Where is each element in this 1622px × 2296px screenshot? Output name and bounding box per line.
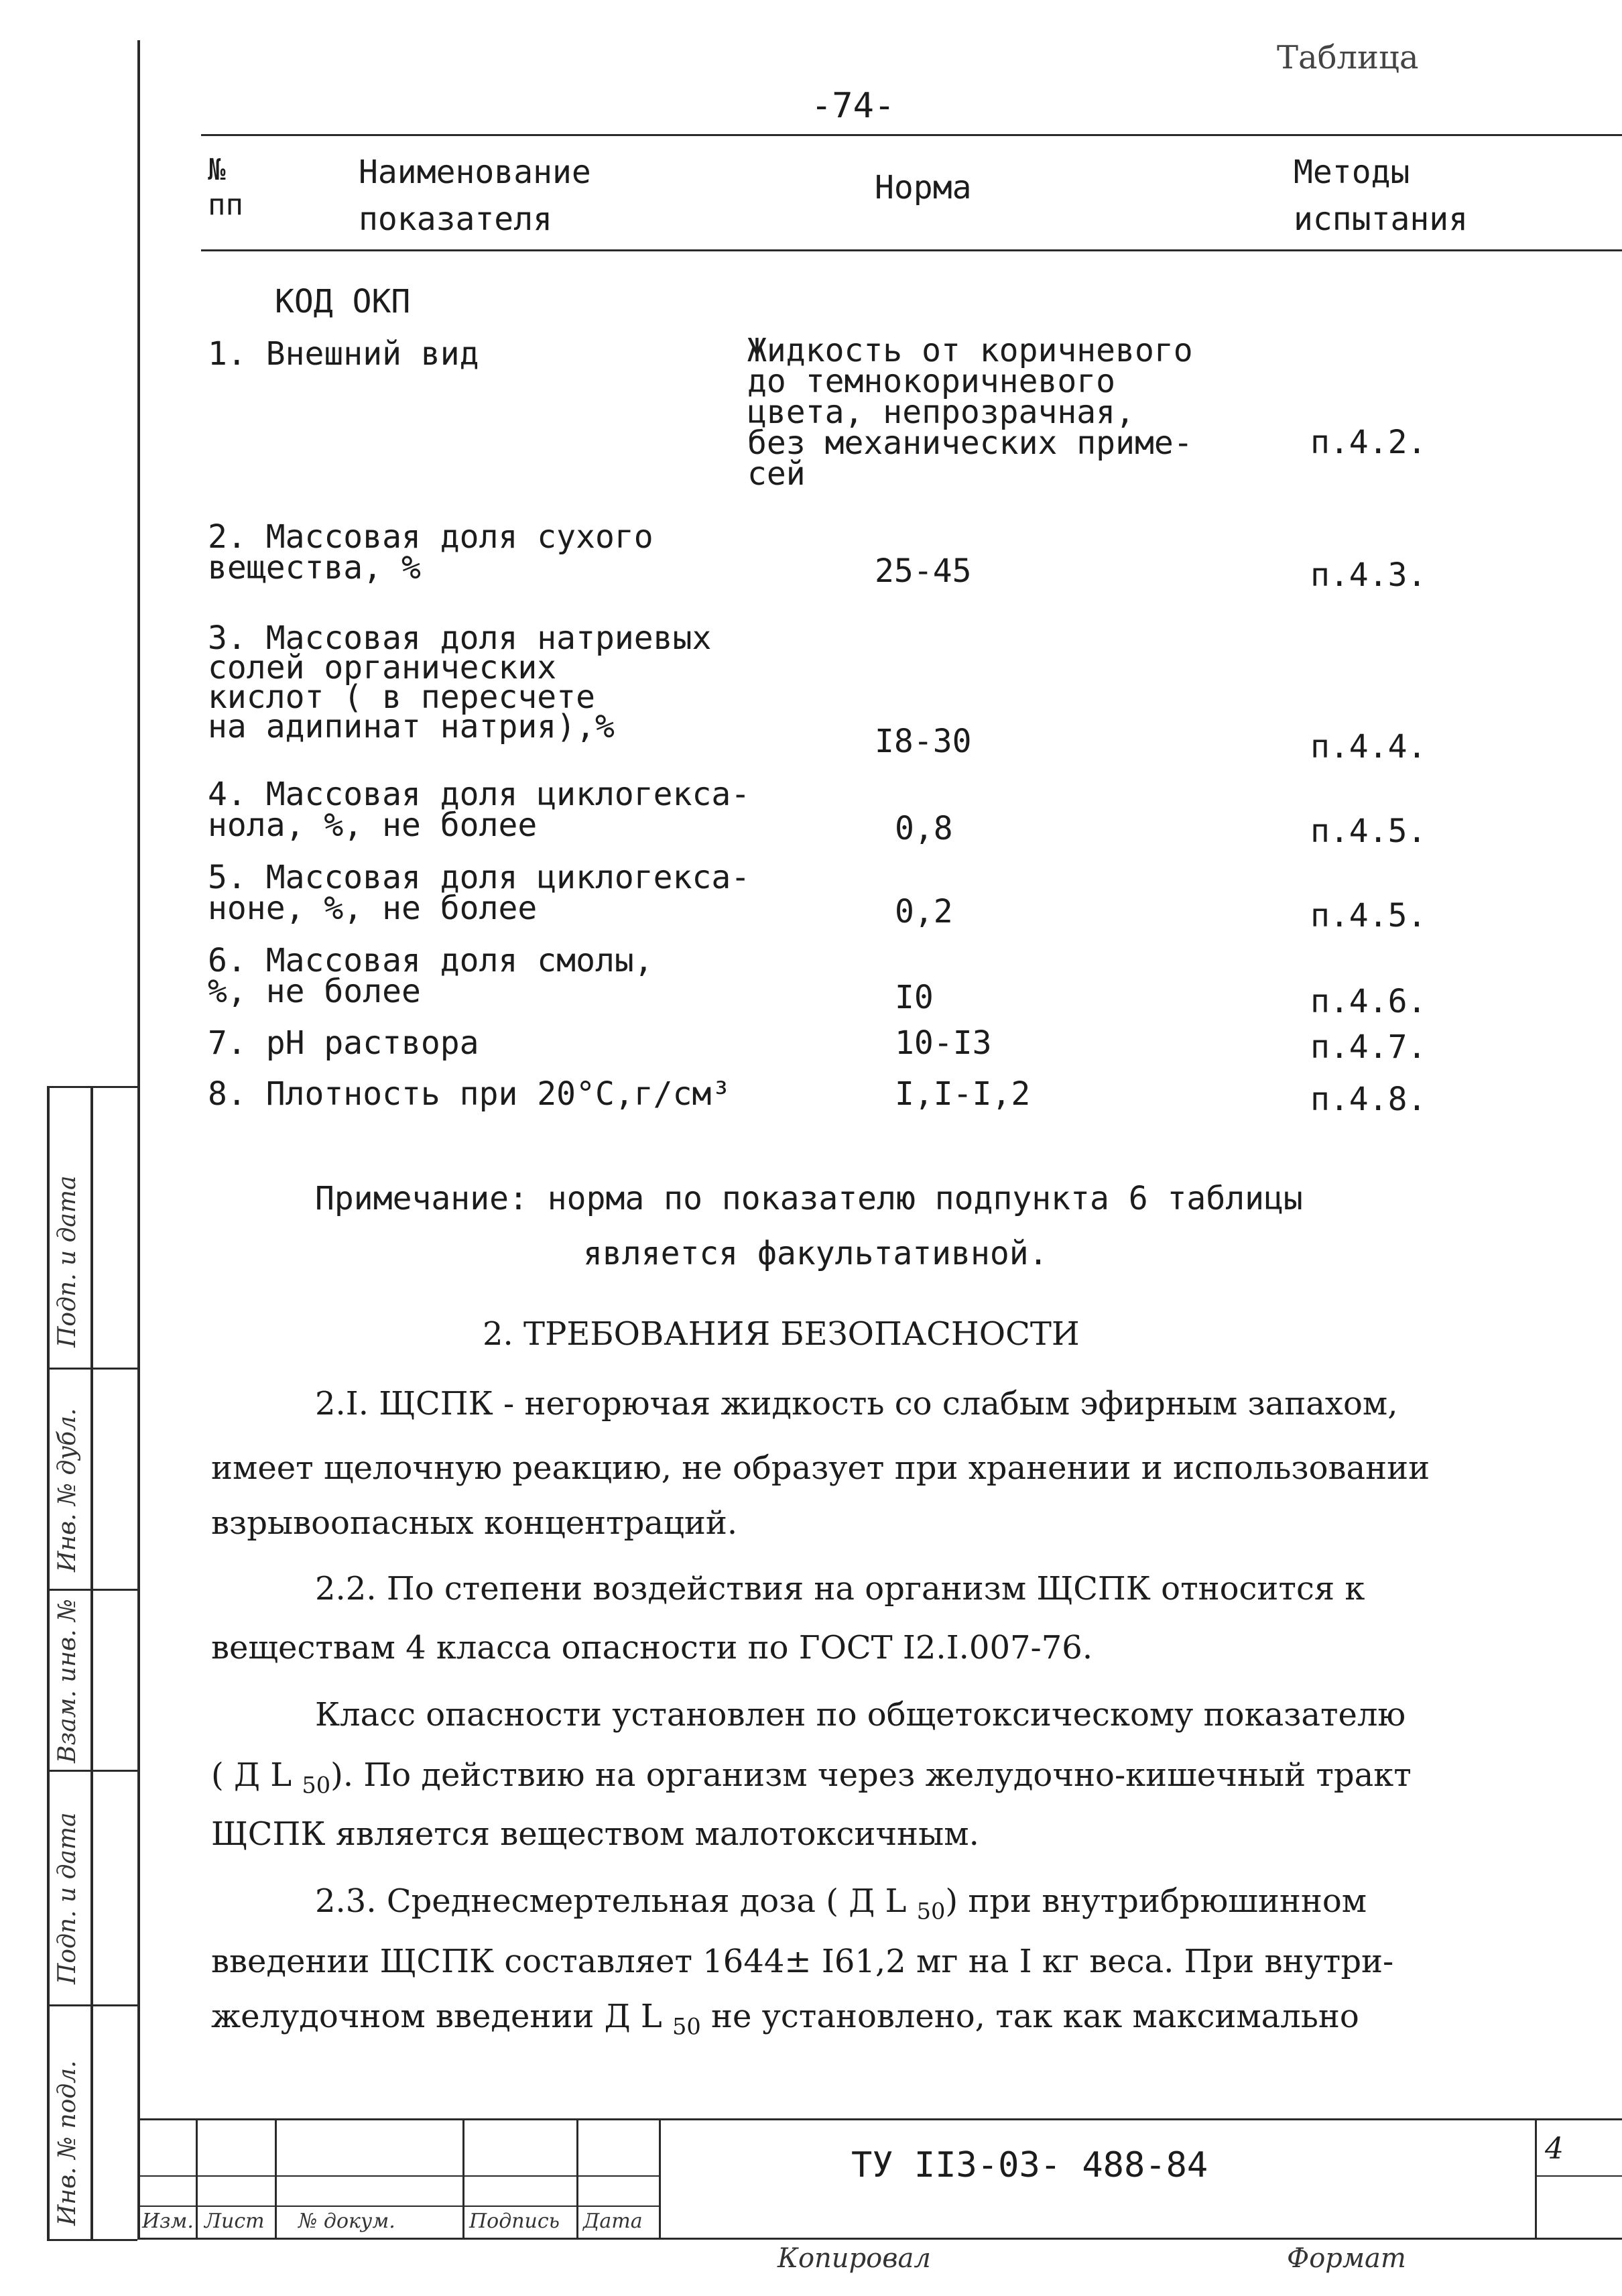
header-method: Методы испытания — [1294, 154, 1469, 238]
row-2-norm: 25-45 — [875, 552, 972, 590]
header-norm: Норма — [875, 169, 972, 206]
row-7-method: п.4.7. — [1310, 1028, 1427, 1066]
okp-code-label: КОД ОКП — [275, 283, 411, 320]
col-izm: Изм. — [142, 2210, 194, 2233]
note-line-1: Примечание: норма по показателю подпункта 6 таблицы — [315, 1180, 1303, 1217]
row-5-name: 5. Массовая доля циклогекса- ноне, %, не более — [208, 859, 751, 927]
stamp-inv-podl: Инв. № подл. — [54, 2060, 81, 2226]
page-frame-left — [137, 40, 140, 2239]
note-line-2: является факультативной. — [583, 1235, 1048, 1272]
row-3-norm: I8-30 — [875, 723, 972, 760]
row-1-norm: Жидкость от коричневого до темнокоричневого цвета, непрозрачная, без механических приме- сей — [747, 332, 1193, 493]
stamp-inv-dubl: Инв. № дубл. — [54, 1408, 81, 1572]
table-caption: Таблица — [1277, 39, 1419, 76]
col-signature: Подпись — [469, 2210, 560, 2233]
row-6-method: п.4.6. — [1310, 983, 1427, 1020]
para-class-line-1: Класс опасности установлен по общетоксическому показателю — [315, 1696, 1406, 1734]
row-4-name: 4. Массовая доля циклогекса- нола, %, не более — [208, 776, 751, 844]
row-4-method: п.4.5. — [1310, 812, 1427, 850]
table-top-rule — [201, 134, 1622, 136]
stamp-sign-date-1: Подп. и дата — [54, 1175, 81, 1347]
page-number: -74- — [811, 86, 895, 126]
row-7-name: 7. pH раствора — [208, 1024, 479, 1062]
col-date: Дата — [583, 2210, 643, 2233]
col-doc-number: № докум. — [298, 2210, 395, 2233]
format-label: Формат — [1287, 2243, 1406, 2274]
table-header-rule — [201, 249, 1622, 251]
row-6-norm: I0 — [895, 979, 934, 1016]
row-1-name: 1. Внешний вид — [208, 335, 479, 373]
para-2-2-line-1: 2.2. По степени воздействия на организм ЩСПК относится к — [315, 1570, 1365, 1608]
para-2-3-line-3: желудочном введении Д L $_{50}$ не установлено, так как максимально — [211, 1998, 1359, 2040]
para-class-line-2: ( Д L $_{50}$). По действию на организм через желудочно-кишечный тракт — [211, 1756, 1412, 1799]
para-2-2-line-2: веществам 4 класса опасности по ГОСТ I2.I.007-76. — [211, 1629, 1093, 1667]
para-2-1-line-3: взрывоопасных концентраций. — [211, 1504, 738, 1542]
row-4-norm: 0,8 — [895, 810, 953, 847]
row-3-name: 3. Массовая доля натриевых солей органических кислот ( в пересчете на адипинат натрия),% — [208, 619, 712, 745]
row-8-name: 8. Плотность при 20°С,г/см³ — [208, 1075, 731, 1113]
para-2-1-line-1: 2.I. ЩСПК - негорючая жидкость со слабым эфирным запахом, — [315, 1385, 1398, 1423]
para-class-line-3: ЩСПК является веществом малотоксичным. — [211, 1815, 979, 1853]
document-code: ТУ II3-03- 488-84 — [851, 2145, 1208, 2185]
row-7-norm: 10-I3 — [895, 1024, 992, 1062]
row-5-method: п.4.5. — [1310, 897, 1427, 934]
row-3-method: п.4.4. — [1310, 728, 1427, 766]
para-2-3-line-2: введении ЩСПК составляет 1644± I61,2 мг на I кг веса. При внутри- — [211, 1943, 1394, 1980]
row-8-norm: I,I-I,2 — [895, 1075, 1031, 1113]
para-2-3-line-1: 2.3. Среднесмертельная доза ( Д L $_{50}$) при внутрибрюшинном — [315, 1882, 1367, 1925]
row-6-name: 6. Массовая доля смолы, %, не более — [208, 942, 653, 1010]
stamp-sign-date-2: Подп. и дата — [54, 1812, 81, 1984]
row-8-method: п.4.8. — [1310, 1081, 1427, 1118]
header-name: Наименование показателя — [359, 154, 591, 238]
stamp-vzam-inv: Взам. инв. № — [54, 1598, 81, 1763]
para-2-1-line-2: имеет щелочную реакцию, не образует при хранении и использовании — [211, 1449, 1430, 1487]
section-heading: 2. ТРЕБОВАНИЯ БЕЗОПАСНОСТИ — [483, 1315, 1080, 1353]
row-2-name: 2. Массовая доля сухого вещества, % — [208, 518, 653, 587]
row-2-method: п.4.3. — [1310, 556, 1427, 594]
copied-label: Копировал — [777, 2243, 931, 2274]
row-5-norm: 0,2 — [895, 893, 953, 930]
header-num: № пп — [208, 153, 243, 222]
sheet-number: 4 — [1545, 2132, 1564, 2166]
row-1-method: п.4.2. — [1310, 424, 1427, 461]
col-list: Лист — [204, 2210, 265, 2233]
